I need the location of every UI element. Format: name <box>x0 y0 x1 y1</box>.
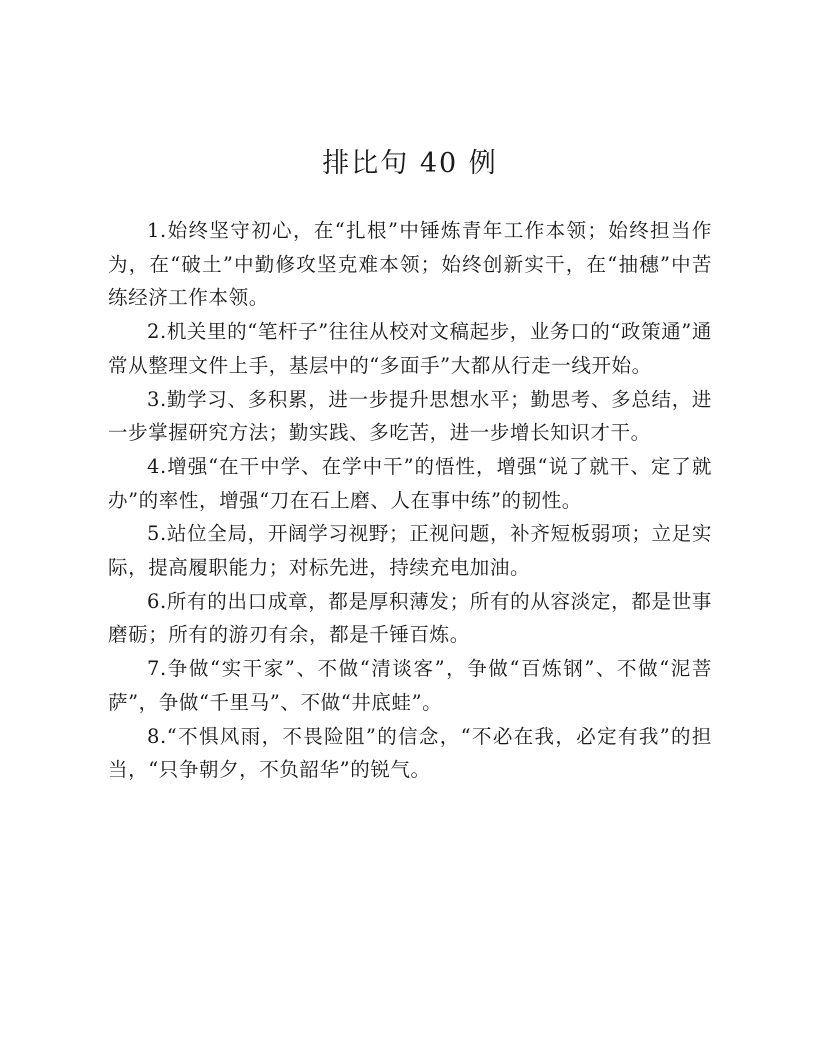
document-title: 排比句 40 例 <box>322 148 498 179</box>
paragraph-3: 3.勤学习、多积累，进一步提升思想水平；勤思考、多总结，进一步掌握研究方法；勤实践、多吃苦，进一步增长知识才干。 <box>108 387 712 445</box>
document-page <box>108 140 712 787</box>
paragraph-6: 6.所有的出口成章，都是厚积薄发；所有的从容淡定，都是世事磨砺；所有的游刃有余，都是千锤百炼。 <box>108 589 712 647</box>
paragraph-8: 8.“不惧风雨，不畏险阻”的信念，“不必在我，必定有我”的担当，“只争朝夕，不负韶华”的锐气。 <box>108 724 712 782</box>
paragraph-7: 7.争做“实干家”、不做“清谈客”，争做“百炼钢”、不做“泥菩萨”，争做“千里马”、不做“井底蛙”。 <box>108 657 712 714</box>
paragraph-5: 5.站位全局，开阔学习视野；正视问题，补齐短板弱项；立足实际，提高履职能力；对标先进，持续充电加油。 <box>108 522 712 580</box>
paragraph-4: 4.增强“在干中学、在学中干”的悟性，增强“说了就干、定了就办”的率性，增强“刀在石上磨、人在事中练”的韧性。 <box>108 454 712 512</box>
paragraph-1: 1.始终坚守初心，在“扎根”中锤炼青年工作本领；始终担当作为，在“破土”中勤修攻坚克难本领；始终创新实干，在“抽穗”中苦练经济工作本领。 <box>108 219 712 310</box>
paragraph-2: 2.机关里的“笔杆子”往往从校对文稿起步，业务口的“政策通”通常从整理文件上手，基层中的“多面手”大都从行走一线开始。 <box>108 320 712 377</box>
